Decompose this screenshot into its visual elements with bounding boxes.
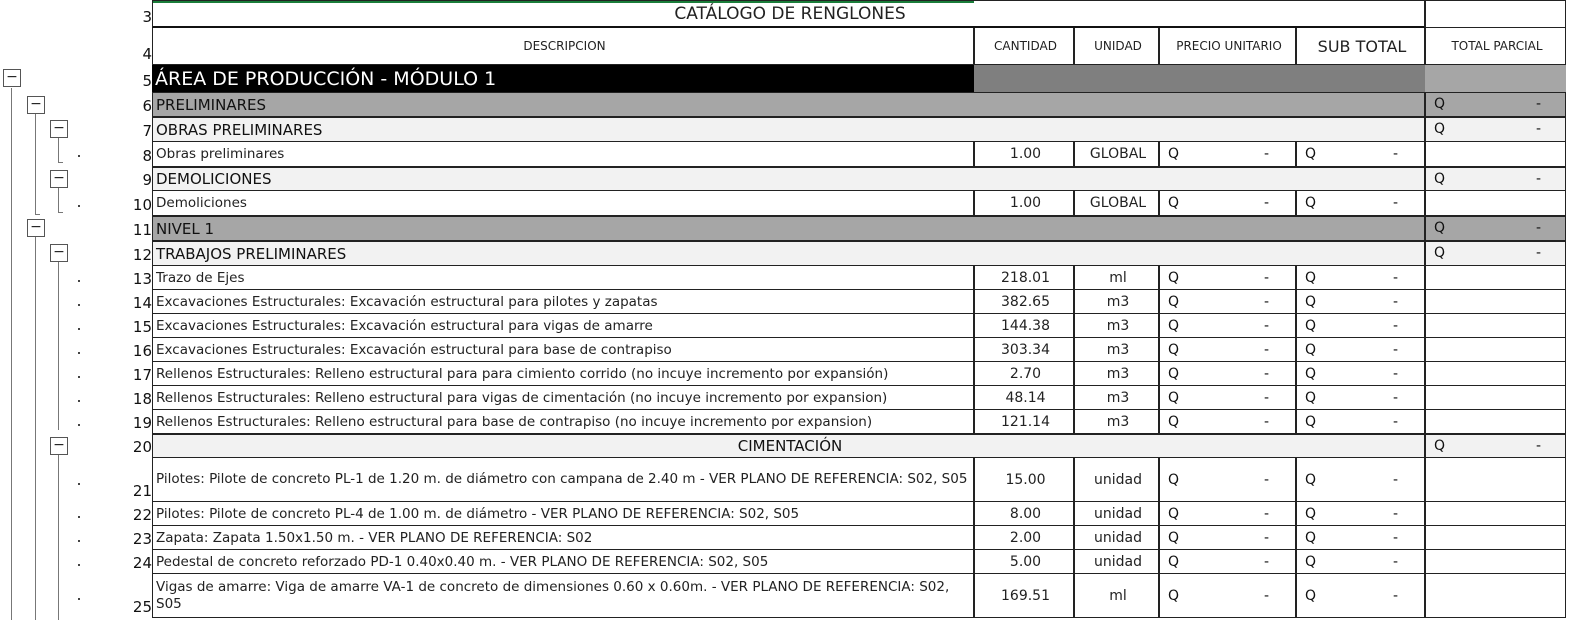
total-cell[interactable] xyxy=(1425,191,1566,216)
outline-line xyxy=(58,262,59,430)
outline-dot xyxy=(78,304,80,306)
row-number[interactable]: 12 xyxy=(132,246,152,264)
currency-label: Q xyxy=(1305,341,1317,358)
dash-value: - xyxy=(1535,245,1541,261)
currency-label: Q xyxy=(1305,389,1317,406)
dash-value: - xyxy=(1392,195,1398,211)
header-sub-total[interactable]: SUB TOTAL xyxy=(1296,28,1425,65)
row-number[interactable]: 3 xyxy=(142,8,152,26)
outline-dot xyxy=(78,352,80,354)
item-quantity[interactable]: 169.51 xyxy=(974,574,1074,618)
row-number[interactable]: 4 xyxy=(142,45,152,63)
currency-label: Q xyxy=(1305,529,1317,546)
row-number[interactable]: 17 xyxy=(132,366,152,384)
dash-value: - xyxy=(1392,269,1398,286)
outline-dot xyxy=(78,400,80,402)
item-unit[interactable]: ml xyxy=(1074,266,1159,290)
currency-label: Q xyxy=(1168,365,1180,382)
currency-label: Q xyxy=(1168,413,1180,430)
header-cantidad[interactable]: CANTIDAD xyxy=(974,28,1074,65)
dash-value: - xyxy=(1263,365,1269,382)
outline-line xyxy=(58,455,59,620)
currency-label: Q xyxy=(1305,146,1317,162)
item-quantity[interactable]: 1.00 xyxy=(974,191,1074,216)
item-quantity[interactable]: 218.01 xyxy=(974,266,1074,290)
item-unit[interactable]: ml xyxy=(1074,574,1159,618)
item-quantity[interactable]: 2.00 xyxy=(974,526,1074,550)
item-description[interactable]: Demoliciones xyxy=(152,191,974,216)
item-quantity[interactable]: 48.14 xyxy=(974,386,1074,410)
currency-label: Q xyxy=(1305,587,1317,604)
unit-price-cell[interactable] xyxy=(1159,410,1296,434)
dash-value: - xyxy=(1392,389,1398,406)
header-total-parcial[interactable]: TOTAL PARCIAL xyxy=(1425,28,1566,65)
dash-value: - xyxy=(1535,438,1541,454)
currency-label: Q xyxy=(1168,317,1180,334)
item-unit[interactable]: m3 xyxy=(1074,338,1159,362)
dash-value: - xyxy=(1392,529,1398,546)
row-number[interactable]: 13 xyxy=(132,270,152,288)
section-band xyxy=(1425,65,1566,92)
outline-dot xyxy=(78,540,80,542)
dash-value: - xyxy=(1263,505,1269,522)
item-unit[interactable]: m3 xyxy=(1074,362,1159,386)
total-cell[interactable] xyxy=(1425,338,1566,362)
group-title[interactable]: PRELIMINARES xyxy=(152,92,1425,117)
item-quantity[interactable]: 1.00 xyxy=(974,142,1074,167)
unit-price-cell[interactable] xyxy=(1159,191,1296,216)
item-description[interactable]: Excavaciones Estructurales: Excavación estructural para pilotes y zapatas xyxy=(152,290,974,314)
currency-label: Q xyxy=(1305,269,1317,286)
subtotal-cell[interactable] xyxy=(1296,191,1425,216)
currency-label: Q xyxy=(1168,553,1180,570)
item-description[interactable]: Obras preliminares xyxy=(152,142,974,167)
outline-dot xyxy=(78,328,80,330)
currency-label: Q xyxy=(1168,146,1180,162)
subtotal-cell[interactable] xyxy=(1296,410,1425,434)
dash-value: - xyxy=(1392,413,1398,430)
row-number[interactable]: 14 xyxy=(132,294,152,312)
outline-line xyxy=(35,114,36,214)
subtotal-cell[interactable] xyxy=(1296,386,1425,410)
header-unidad[interactable]: UNIDAD xyxy=(1074,28,1159,65)
currency-label: Q xyxy=(1168,195,1180,211)
dash-value: - xyxy=(1263,293,1269,310)
section-title[interactable]: ÁREA DE PRODUCCIÓN - MÓDULO 1 xyxy=(152,65,974,92)
item-description[interactable]: Pilotes: Pilote de concreto PL-4 de 1.00 m. de diámetro - VER PLANO DE REFERENCIA: S02, S05 xyxy=(152,502,974,526)
section-band xyxy=(974,65,1425,92)
currency-label: Q xyxy=(1434,220,1446,236)
outline-dot xyxy=(78,280,80,282)
item-description[interactable]: Zapata: Zapata 1.50x1.50 m. - VER PLANO DE REFERENCIA: S02 xyxy=(152,526,974,550)
unit-price-cell[interactable] xyxy=(1159,502,1296,526)
currency-label: Q xyxy=(1168,505,1180,522)
subtotal-cell[interactable] xyxy=(1296,458,1425,502)
subtotal-cell[interactable] xyxy=(1296,266,1425,290)
outline-line xyxy=(58,138,59,162)
outline-line xyxy=(58,162,63,163)
sheet-title[interactable]: CATÁLOGO DE RENGLONES xyxy=(152,0,1425,28)
currency-label: Q xyxy=(1168,587,1180,604)
currency-label: Q xyxy=(1434,121,1446,137)
total-cell[interactable] xyxy=(1425,526,1566,550)
outline-line xyxy=(35,237,36,620)
subtotal-cell[interactable] xyxy=(1296,574,1425,618)
total-cell[interactable] xyxy=(1425,410,1566,434)
collapse-group-button[interactable]: − xyxy=(3,69,21,87)
row-number[interactable]: 9 xyxy=(142,171,152,189)
item-description[interactable]: Rellenos Estructurales: Relleno estructural para para cimiento corrido (no incuye incremento por expansión) xyxy=(152,362,974,386)
item-description[interactable]: Rellenos Estructurales: Relleno estructural para base de contrapiso (no incuye incremento por expansion) xyxy=(152,410,974,434)
item-unit[interactable]: GLOBAL xyxy=(1074,191,1159,216)
outline-dot xyxy=(78,516,80,518)
total-cell[interactable] xyxy=(1425,167,1566,191)
dash-value: - xyxy=(1263,553,1269,570)
row-number[interactable]: 20 xyxy=(132,438,152,456)
group-title[interactable]: TRABAJOS PRELIMINARES xyxy=(152,241,1425,266)
dash-value: - xyxy=(1392,317,1398,334)
total-cell[interactable] xyxy=(1425,142,1566,167)
dash-value: - xyxy=(1263,389,1269,406)
item-quantity[interactable]: 303.34 xyxy=(974,338,1074,362)
cell[interactable] xyxy=(1425,0,1566,28)
currency-label: Q xyxy=(1305,505,1317,522)
item-unit[interactable]: unidad xyxy=(1074,502,1159,526)
row-number[interactable]: 18 xyxy=(132,390,152,408)
subtotal-cell[interactable] xyxy=(1296,502,1425,526)
unit-price-cell[interactable] xyxy=(1159,290,1296,314)
outline-line xyxy=(35,214,40,215)
item-description[interactable]: Pilotes: Pilote de concreto PL-1 de 1.20 m. de diámetro con campana de 2.40 m - VER PLANO DE REFERENCIA: S02, S05 xyxy=(152,458,974,502)
currency-label: Q xyxy=(1168,389,1180,406)
collapse-group-button[interactable]: − xyxy=(27,219,45,237)
row-number[interactable]: 24 xyxy=(132,554,152,572)
subtotal-cell[interactable] xyxy=(1296,526,1425,550)
subtotal-cell[interactable] xyxy=(1296,550,1425,574)
dash-value: - xyxy=(1263,471,1269,488)
dash-value: - xyxy=(1263,413,1269,430)
dash-value: - xyxy=(1535,96,1541,112)
dash-value: - xyxy=(1392,293,1398,310)
unit-price-cell[interactable] xyxy=(1159,526,1296,550)
currency-label: Q xyxy=(1305,471,1317,488)
item-quantity[interactable]: 8.00 xyxy=(974,502,1074,526)
total-cell[interactable] xyxy=(1425,266,1566,290)
total-cell[interactable] xyxy=(1425,574,1566,618)
outline-line xyxy=(58,212,63,213)
currency-label: Q xyxy=(1305,413,1317,430)
collapse-group-button[interactable]: − xyxy=(27,96,45,114)
unit-price-cell[interactable] xyxy=(1159,266,1296,290)
total-cell[interactable] xyxy=(1425,502,1566,526)
total-cell[interactable] xyxy=(1425,434,1566,458)
subtotal-cell[interactable] xyxy=(1296,362,1425,386)
collapse-group-button[interactable]: − xyxy=(50,120,68,138)
outline-dot xyxy=(78,205,80,207)
dash-value: - xyxy=(1392,146,1398,162)
dash-value: - xyxy=(1392,587,1398,604)
currency-label: Q xyxy=(1305,553,1317,570)
row-number[interactable]: 10 xyxy=(132,196,152,214)
row-number[interactable]: 8 xyxy=(142,147,152,165)
dash-value: - xyxy=(1392,341,1398,358)
total-cell[interactable] xyxy=(1425,290,1566,314)
subtotal-cell[interactable] xyxy=(1296,314,1425,338)
unit-price-cell[interactable] xyxy=(1159,574,1296,618)
dash-value: - xyxy=(1263,529,1269,546)
item-unit[interactable]: m3 xyxy=(1074,314,1159,338)
currency-label: Q xyxy=(1434,438,1446,454)
currency-label: Q xyxy=(1168,293,1180,310)
item-description[interactable]: Vigas de amarre: Viga de amarre VA-1 de concreto de dimensiones 0.60 x 0.60m. - VER PLANO DE REFERENCIA: S02, S05 xyxy=(152,574,974,618)
dash-value: - xyxy=(1535,121,1541,137)
item-quantity[interactable]: 5.00 xyxy=(974,550,1074,574)
row-number[interactable]: 21 xyxy=(132,482,152,500)
currency-label: Q xyxy=(1168,529,1180,546)
subtotal-cell[interactable] xyxy=(1296,338,1425,362)
item-quantity[interactable]: 121.14 xyxy=(974,410,1074,434)
currency-label: Q xyxy=(1305,293,1317,310)
row-number[interactable]: 16 xyxy=(132,342,152,360)
unit-price-cell[interactable] xyxy=(1159,386,1296,410)
currency-label: Q xyxy=(1168,341,1180,358)
outline-line xyxy=(58,188,59,212)
dash-value: - xyxy=(1392,505,1398,522)
group-title[interactable]: CIMENTACIÓN xyxy=(152,434,1425,458)
dash-value: - xyxy=(1535,171,1541,187)
dash-value: - xyxy=(1392,471,1398,488)
row-number[interactable]: 22 xyxy=(132,506,152,524)
outline-dot xyxy=(78,155,80,157)
outline-dot xyxy=(78,424,80,426)
dash-value: - xyxy=(1392,365,1398,382)
item-unit[interactable]: unidad xyxy=(1074,458,1159,502)
dash-value: - xyxy=(1263,146,1269,162)
currency-label: Q xyxy=(1305,195,1317,211)
outline-line xyxy=(11,88,12,620)
currency-label: Q xyxy=(1434,171,1446,187)
item-unit[interactable]: m3 xyxy=(1074,386,1159,410)
outline-dot xyxy=(78,483,80,485)
item-unit[interactable]: m3 xyxy=(1074,410,1159,434)
row-number[interactable]: 6 xyxy=(142,97,152,115)
collapse-group-button[interactable]: − xyxy=(50,170,68,188)
currency-label: Q xyxy=(1434,96,1446,112)
total-cell[interactable] xyxy=(1425,117,1566,142)
item-quantity[interactable]: 144.38 xyxy=(974,314,1074,338)
item-unit[interactable]: unidad xyxy=(1074,526,1159,550)
subtotal-cell[interactable] xyxy=(1296,142,1425,167)
total-cell[interactable] xyxy=(1425,386,1566,410)
currency-label: Q xyxy=(1305,317,1317,334)
item-description[interactable]: Excavaciones Estructurales: Excavación estructural para base de contrapiso xyxy=(152,338,974,362)
outline-dot xyxy=(78,376,80,378)
header-descripcion[interactable]: DESCRIPCION xyxy=(152,28,974,65)
total-cell[interactable] xyxy=(1425,362,1566,386)
unit-price-cell[interactable] xyxy=(1159,458,1296,502)
dash-value: - xyxy=(1263,269,1269,286)
subtotal-cell[interactable] xyxy=(1296,290,1425,314)
header-precio-unitario[interactable]: PRECIO UNITARIO xyxy=(1159,28,1296,65)
currency-label: Q xyxy=(1168,471,1180,488)
unit-price-cell[interactable] xyxy=(1159,362,1296,386)
unit-price-cell[interactable] xyxy=(1159,142,1296,167)
item-quantity[interactable]: 2.70 xyxy=(974,362,1074,386)
item-unit[interactable]: m3 xyxy=(1074,290,1159,314)
item-description[interactable]: Pedestal de concreto reforzado PD-1 0.40x0.40 m. - VER PLANO DE REFERENCIA: S02, S05 xyxy=(152,550,974,574)
row-number[interactable]: 19 xyxy=(132,414,152,432)
row-number[interactable]: 15 xyxy=(132,318,152,336)
currency-label: Q xyxy=(1434,245,1446,261)
group-title[interactable]: NIVEL 1 xyxy=(152,216,1425,241)
row-number[interactable]: 7 xyxy=(142,122,152,140)
outline-dot xyxy=(78,598,80,600)
dash-value: - xyxy=(1263,317,1269,334)
collapse-group-button[interactable]: − xyxy=(50,437,68,455)
total-cell[interactable] xyxy=(1425,92,1566,117)
unit-price-cell[interactable] xyxy=(1159,338,1296,362)
total-cell[interactable] xyxy=(1425,241,1566,266)
group-title[interactable]: DEMOLICIONES xyxy=(152,167,1425,191)
unit-price-cell[interactable] xyxy=(1159,314,1296,338)
row-number[interactable]: 25 xyxy=(132,598,152,616)
row-number[interactable]: 11 xyxy=(132,221,152,239)
item-unit[interactable]: unidad xyxy=(1074,550,1159,574)
item-quantity[interactable]: 382.65 xyxy=(974,290,1074,314)
item-quantity[interactable]: 15.00 xyxy=(974,458,1074,502)
total-cell[interactable] xyxy=(1425,550,1566,574)
dash-value: - xyxy=(1263,195,1269,211)
outline-dot xyxy=(78,564,80,566)
total-cell[interactable] xyxy=(1425,314,1566,338)
row-number[interactable]: 23 xyxy=(132,530,152,548)
currency-label: Q xyxy=(1305,365,1317,382)
total-cell[interactable] xyxy=(1425,216,1566,241)
dash-value: - xyxy=(1263,341,1269,358)
total-cell[interactable] xyxy=(1425,458,1566,502)
collapse-group-button[interactable]: − xyxy=(50,244,68,262)
dash-value: - xyxy=(1535,220,1541,236)
group-title[interactable]: OBRAS PRELIMINARES xyxy=(152,117,1425,142)
unit-price-cell[interactable] xyxy=(1159,550,1296,574)
currency-label: Q xyxy=(1168,269,1180,286)
item-description[interactable]: Rellenos Estructurales: Relleno estructural para vigas de cimentación (no incuye incremento por expansion) xyxy=(152,386,974,410)
dash-value: - xyxy=(1263,587,1269,604)
item-description[interactable]: Trazo de Ejes xyxy=(152,266,974,290)
row-number[interactable]: 5 xyxy=(142,72,152,90)
dash-value: - xyxy=(1392,553,1398,570)
item-description[interactable]: Excavaciones Estructurales: Excavación estructural para vigas de amarre xyxy=(152,314,974,338)
item-unit[interactable]: GLOBAL xyxy=(1074,142,1159,167)
